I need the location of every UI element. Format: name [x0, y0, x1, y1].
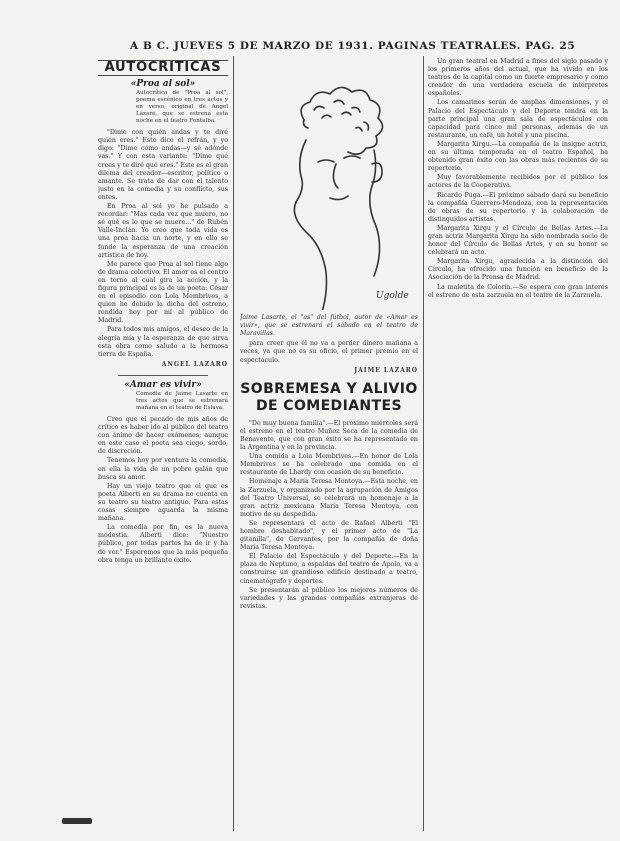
column-3 [428, 58, 608, 828]
article2-paragraph: Hay un viejo teatro que el que es poeta Alberti en su drama no cuenta en su teatro su teatro antiguo. Para estas cosas siempre aguarda la misma mañana. [98, 482, 228, 523]
column-2 [240, 58, 418, 828]
column-rule-1 [233, 56, 234, 831]
news-paragraph: Muy favorablemente recibidos por el público los actores de la Cooperativa. [428, 174, 608, 190]
article1-paragraph: Para todos mis amigos, el deseo de la alegría mía y la esperanza de que sirva esta obra como saludo a la hermosa tierra de España. [98, 326, 228, 358]
article1-paragraph: Me parece que Proa al sol tiene algo de drama colectivo. El amor es el centro en torno al cual gira la acción, y la figura principal es la de un poeta: César en el episodio con Lola Membrives, a quien he debido la dicha del estreno, rendida hoy por mí al público de Madrid. [98, 260, 228, 325]
article1-intro: Autocrítica de "Proa al sol", poema escénico en tres actos y en verso, original de Angel Lázaro, que se estrena esta noche en el teatro Fontalba. [136, 90, 228, 125]
article2-paragraph: Creo que el pecado de mis años de crítico es haber ido al público del teatro con ánimo de hacer exámenes; aunque en este caso el poeta sea ciego, sordo, de discreción. [98, 416, 228, 456]
news-paragraph: Se representará el acto de Rafael Alberti "El hombre deshabitado", y el primer acto de "La gitanilla", de Cervantes, por la compañía de doña María Teresa Montoya. [240, 519, 418, 552]
article1-title: «Proa al sol» [130, 79, 196, 90]
news-paragraph: Homenaje a María Teresa Montoya.—Esta noche, en la Zarzuela, y organizado por la agrupación de Amigos del Teatro Universal, se celebrará un homenaje a la gran actriz mexicana María Teresa Montoya, con motivo de su despedida. [240, 478, 418, 518]
article1-paragraph: "Dime con quién andas y te diré quién eres." Esto dice el refrán, y yo digo: "Dime cómo andas—y sé adónde vas." Y con esta variante: "Dime qué crees y te diré qué eres." Este es el gran dilema del creador—escritor, político o amante. Se trata de dar con el talento justo en la comedia y su conflicto, sus entes. [98, 129, 228, 201]
caricature-illustration [244, 80, 414, 310]
ink-smudge [62, 818, 92, 824]
news-paragraph: Un gran teatral en Madrid a fines del siglo pasado y los primeros años del actual, que ha vivido en los teatros de la capital como un fuerte empresario y como creador de una verdadera escuela de intérpretes españoles. [428, 58, 608, 98]
article1-signature: ANGEL LAZARO [161, 360, 228, 368]
headline: SOBREMESA Y ALIVIO DE COMEDIANTES [240, 380, 418, 414]
article2-intro: Comedia de Jaime Lasarte en tres actos que se estrenará mañana en el teatro de Eslava. [136, 391, 228, 411]
caption-signature: JAIME LAZARO [354, 366, 418, 374]
news-paragraph: "De muy buena familia".—El próximo miércoles será el estreno en el teatro Muñoz Seca de la comedia de Benavente, que con gran éxito se ha representado en la Argentina y en la provincia. [240, 419, 418, 452]
article1-paragraph: En Proa al sol yo he pulsado a recordar: "Mas cada vez que muero, no sé qué es lo que se muere..." de Rubén Valle-Inclán. Yo creo que toda vida es una proa hacia un norte, y en ello se funde la esperanza de una creación artística de hoy. [98, 203, 228, 259]
news-paragraph: Margarita Xirgu.—La compañía de la insigne actriz, en su última temporada en el teatro Español, ha obtenido gran éxito con las obras más recientes de su repertorio. [428, 140, 608, 173]
article2-paragraph: Tenemos hoy por ventura la comedia, en ella la vida de un pobre galán que busca su amor. [98, 457, 228, 481]
masthead: A B C. JUEVES 5 DE MARZO DE 1931. PAGINAS TEATRALES. PAG. 25 [130, 40, 576, 52]
news-paragraph: Margarita Xirgu y el Círculo de Bellas Artes.—La gran actriz Margarita Xirgu ha sido nombrada socio de honor del Círculo de Bellas Artes, y en su honor se celebrará un acto. [428, 224, 608, 257]
news-paragraph: El Palacio del Espectáculo y del Deporte.—En la plaza de Neptuno, a espaldas del teatro de Apolo, va a construirse un grandioso edificio destinado a teatro, cinematógrafo y deportes. [240, 553, 418, 585]
news-paragraph: La maletita de Colorín.—Se espera con gran interés el estreno de esta zarzuela en el teatro de la Zarzuela. [428, 283, 608, 299]
news-paragraph: Una comida a Lola Membrives.—En honor de Lola Membrives se ha celebrado una comida en el restaurante de Lhardy con ocasión de su beneficio. [240, 453, 418, 477]
news-paragraph: Ricardo Puga.—El próximo sábado dará su beneficio la compañía Guerrero-Mendoza, con la representación de obras de su repertorio y la colaboración de distinguidos artistas. [428, 191, 608, 223]
column-1 [98, 58, 228, 828]
section-title: AUTOCRITICAS [98, 60, 228, 76]
news-paragraph: Los camarines serán de amplias dimensiones, y el Palacio del Espectáculo y del Deporte tendrá en la parte principal una gran sala de espectáculos con capacidad para cinco mil personas, además de un restaurante, un café, un hotel y una piscina. [428, 99, 608, 139]
separator [118, 375, 208, 376]
svg-text:Ugolde: Ugolde [376, 291, 409, 301]
news-paragraph: Se presentarán al público los mejores números de variedades y las grandes compañías extranjeras de revistas. [240, 586, 418, 610]
news-paragraph: Margarita Xirgu, agradecida a la distinción del Círculo, ha ofrecido una función en beneficio de la Asociación de la Prensa de Madrid. [428, 258, 608, 282]
article2-paragraph: La comedia por fin, es la nueva modestia. Alberti dice: "Nuestro público, por todas partes ha de ir y ha de ver." Esperemos que la más pequeña obra tenga un brillante éxito. [98, 524, 228, 564]
column-rule-2 [423, 56, 424, 831]
article2-title: «Amar es vivir» [124, 379, 202, 390]
caption-paragraph: para creer que él no va a perder dinero mañana a veces, ya que no es su oficio, el primer premio en el espectáculo. [240, 340, 418, 364]
illustration-caption: Jaime Lasarte, el "as" del fútbol, autor de «Amar es vivir», que se estrenará el sábado en el teatro de Maravillas. [240, 314, 418, 337]
